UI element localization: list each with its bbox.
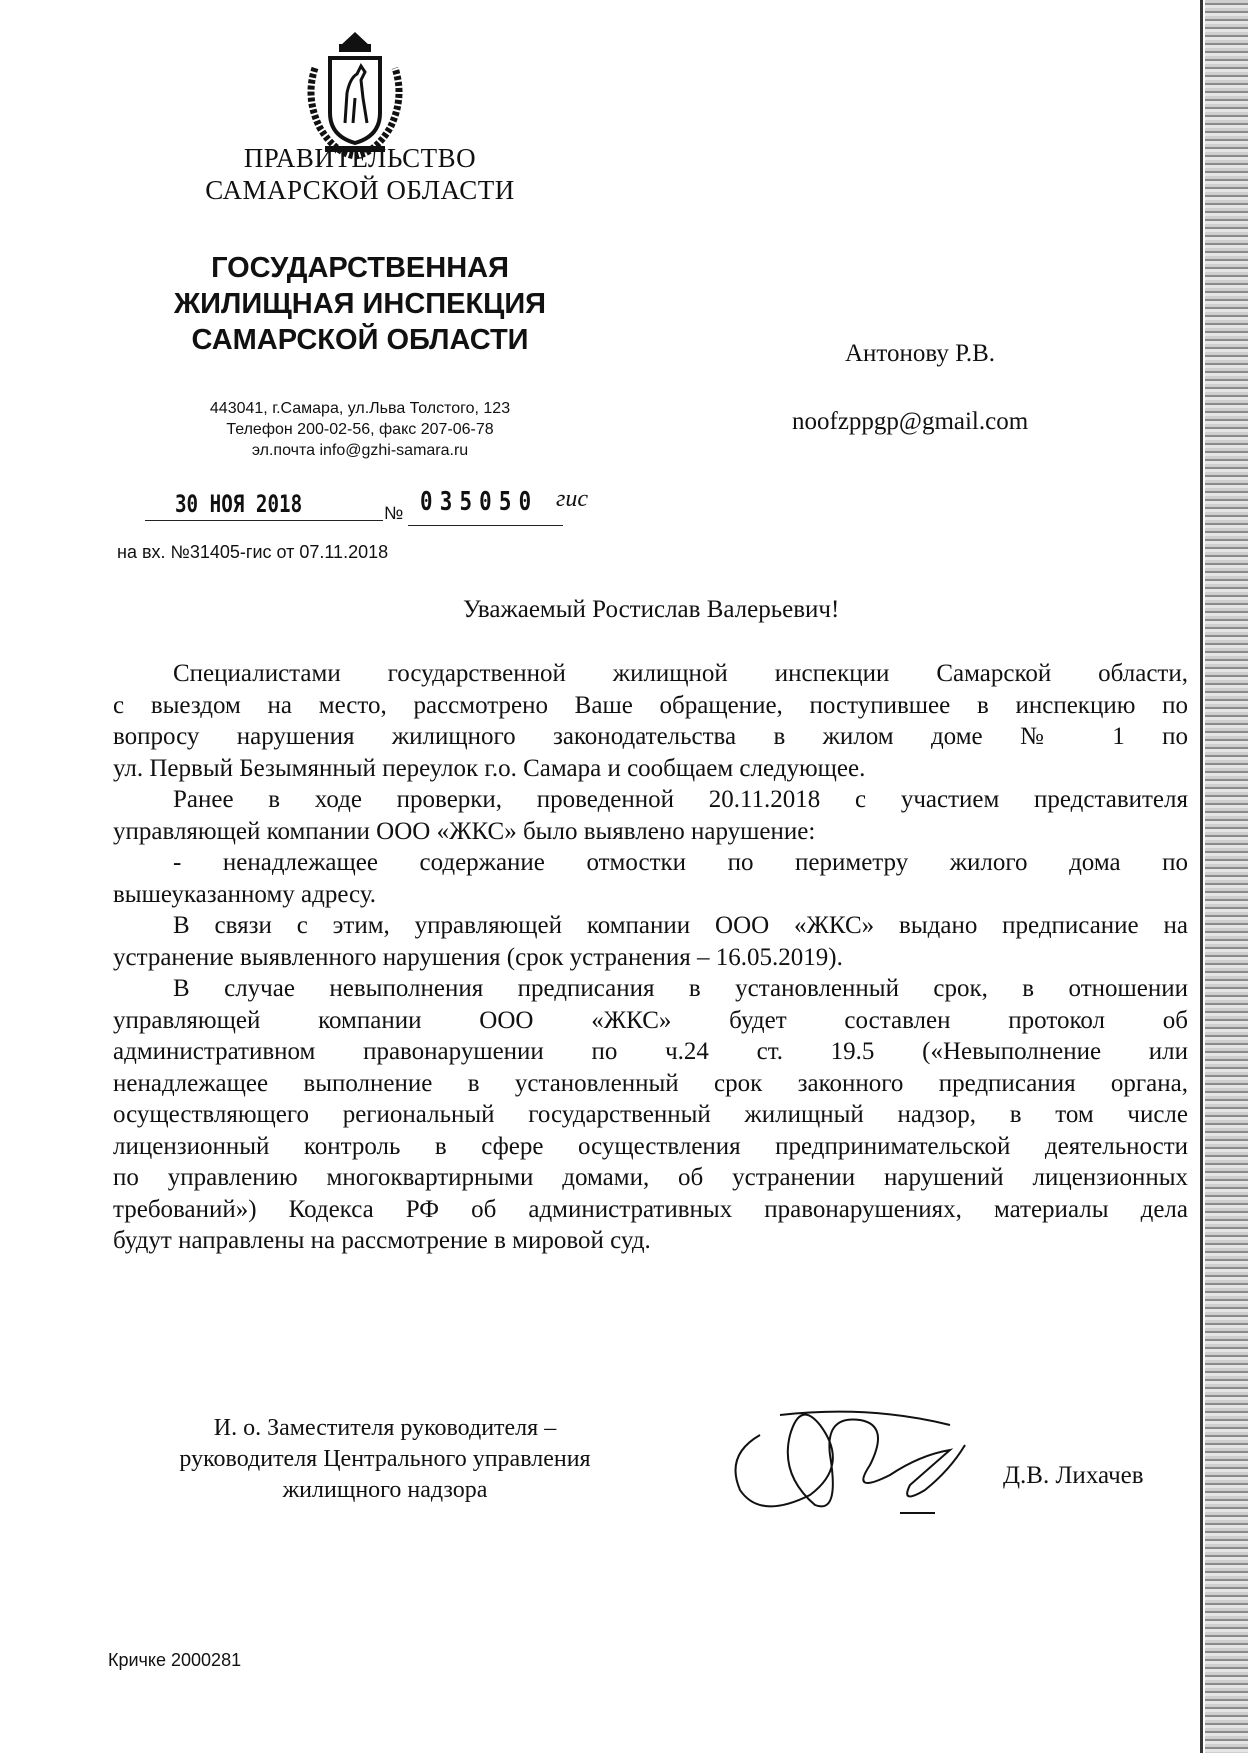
- body-line: требований») Кодекса РФ об административных правонарушениях, материалы дела: [113, 1195, 1188, 1223]
- position-line: И. о. Заместителя руководителя –: [213, 1415, 557, 1441]
- government-title-line-2: САМАРСКОЙ ОБЛАСТИ: [205, 175, 515, 205]
- paragraph: [113, 784, 1188, 847]
- number-field: [408, 486, 589, 526]
- inspection-title-line: САМАРСКОЙ ОБЛАСТИ: [191, 324, 529, 356]
- government-title-line-1: ПРАВИТЕЛЬСТВО: [243, 143, 477, 173]
- number-suffix-handwritten: гис: [556, 486, 589, 512]
- executor-info: Кричке 2000281: [108, 1650, 242, 1670]
- paragraph: [113, 910, 1188, 973]
- recipient-name: Антонову Р.В.: [845, 340, 996, 367]
- letter-body: [113, 658, 1188, 1257]
- handwritten-signature: [720, 1395, 1000, 1530]
- inspection-title-line: ГОСУДАРСТВЕННАЯ: [211, 252, 509, 284]
- body-line: Специалистами государственной жилищной инспекции Самарской области,: [173, 660, 1188, 687]
- body-line: осуществляющего региональный государственный жилищный надзор, в том числе: [113, 1101, 1188, 1128]
- position-line: руководителя Центрального управления: [179, 1446, 591, 1472]
- scan-edge: [1205, 0, 1248, 1753]
- number-sign: №: [384, 503, 404, 523]
- position-line: жилищного надзора: [282, 1477, 488, 1503]
- body-line: Ранее в ходе проверки, проведенной 20.11.2018 с участием представителя: [173, 786, 1188, 813]
- body-line: В связи с этим, управляющей компании ООО «ЖКС» выдано предписание на: [173, 912, 1188, 939]
- body-line: В случае невыполнения предписания в установленный срок, в отношении: [173, 975, 1188, 1002]
- recipient-email: noofzppgp@gmail.com: [792, 408, 1029, 435]
- signatory-name: Д.В. Лихачев: [1003, 1462, 1144, 1489]
- salutation: Уважаемый Ростислав Валерьевич!: [463, 596, 840, 623]
- body-line: по управлению многоквартирными домами, об устранении нарушений лицензионных: [113, 1164, 1188, 1191]
- body-line: административном правонарушении по ч.24 ст. 19.5 («Невыполнение или: [113, 1038, 1188, 1065]
- paragraph: [113, 658, 1188, 784]
- email-line: эл.почта info@gzhi-samara.ru: [251, 442, 469, 459]
- body-line: вопросу нарушения жилищного законодательства в жилом доме № 1 по: [113, 723, 1188, 750]
- incoming-reference: на вх. №31405-гис от 07.11.2018: [117, 542, 389, 562]
- body-line: управляющей компании ООО «ЖКС» было выявлено нарушение:: [113, 817, 816, 845]
- paragraph: [113, 973, 1188, 1257]
- body-line: ненадлежащее выполнение в установленный срок законного предписания органа,: [113, 1069, 1188, 1097]
- body-line: лицензионный контроль в сфере осуществления предпринимательской деятельности: [113, 1132, 1188, 1160]
- number-stamp: 035050: [420, 487, 539, 517]
- body-line: вышеуказанному адресу.: [113, 880, 377, 908]
- date-stamp: 30 НОЯ 2018: [175, 490, 303, 518]
- address-line: 443041, г.Самара, ул.Льва Толстого, 123: [209, 400, 511, 417]
- inspection-title: [130, 250, 590, 358]
- body-line: будут направлены на рассмотрение в мировой суд.: [113, 1227, 651, 1254]
- phone-fax-line: Телефон 200-02-56, факс 207-06-78: [226, 421, 494, 438]
- date-field: [145, 490, 383, 521]
- body-line: - ненадлежащее содержание отмостки по периметру жилого дома по: [173, 849, 1188, 876]
- paragraph: [113, 847, 1188, 910]
- body-line: ул. Первый Безымянный переулок г.о. Самара и сообщаем следующее.: [113, 754, 866, 782]
- scan-border-line: [1200, 0, 1203, 1753]
- body-line: устранение выявленного нарушения (срок устранения – 16.05.2019).: [113, 943, 843, 971]
- sender-address: [150, 398, 570, 461]
- body-line: управляющей компании ООО «ЖКС» будет составлен протокол об: [113, 1006, 1188, 1034]
- coat-of-arms-emblem: [295, 28, 415, 160]
- body-line: с выездом на место, рассмотрено Ваше обращение, поступившее в инспекцию по: [113, 691, 1188, 719]
- inspection-title-line: ЖИЛИЩНАЯ ИНСПЕКЦИЯ: [173, 288, 547, 320]
- signatory-position: [170, 1413, 600, 1506]
